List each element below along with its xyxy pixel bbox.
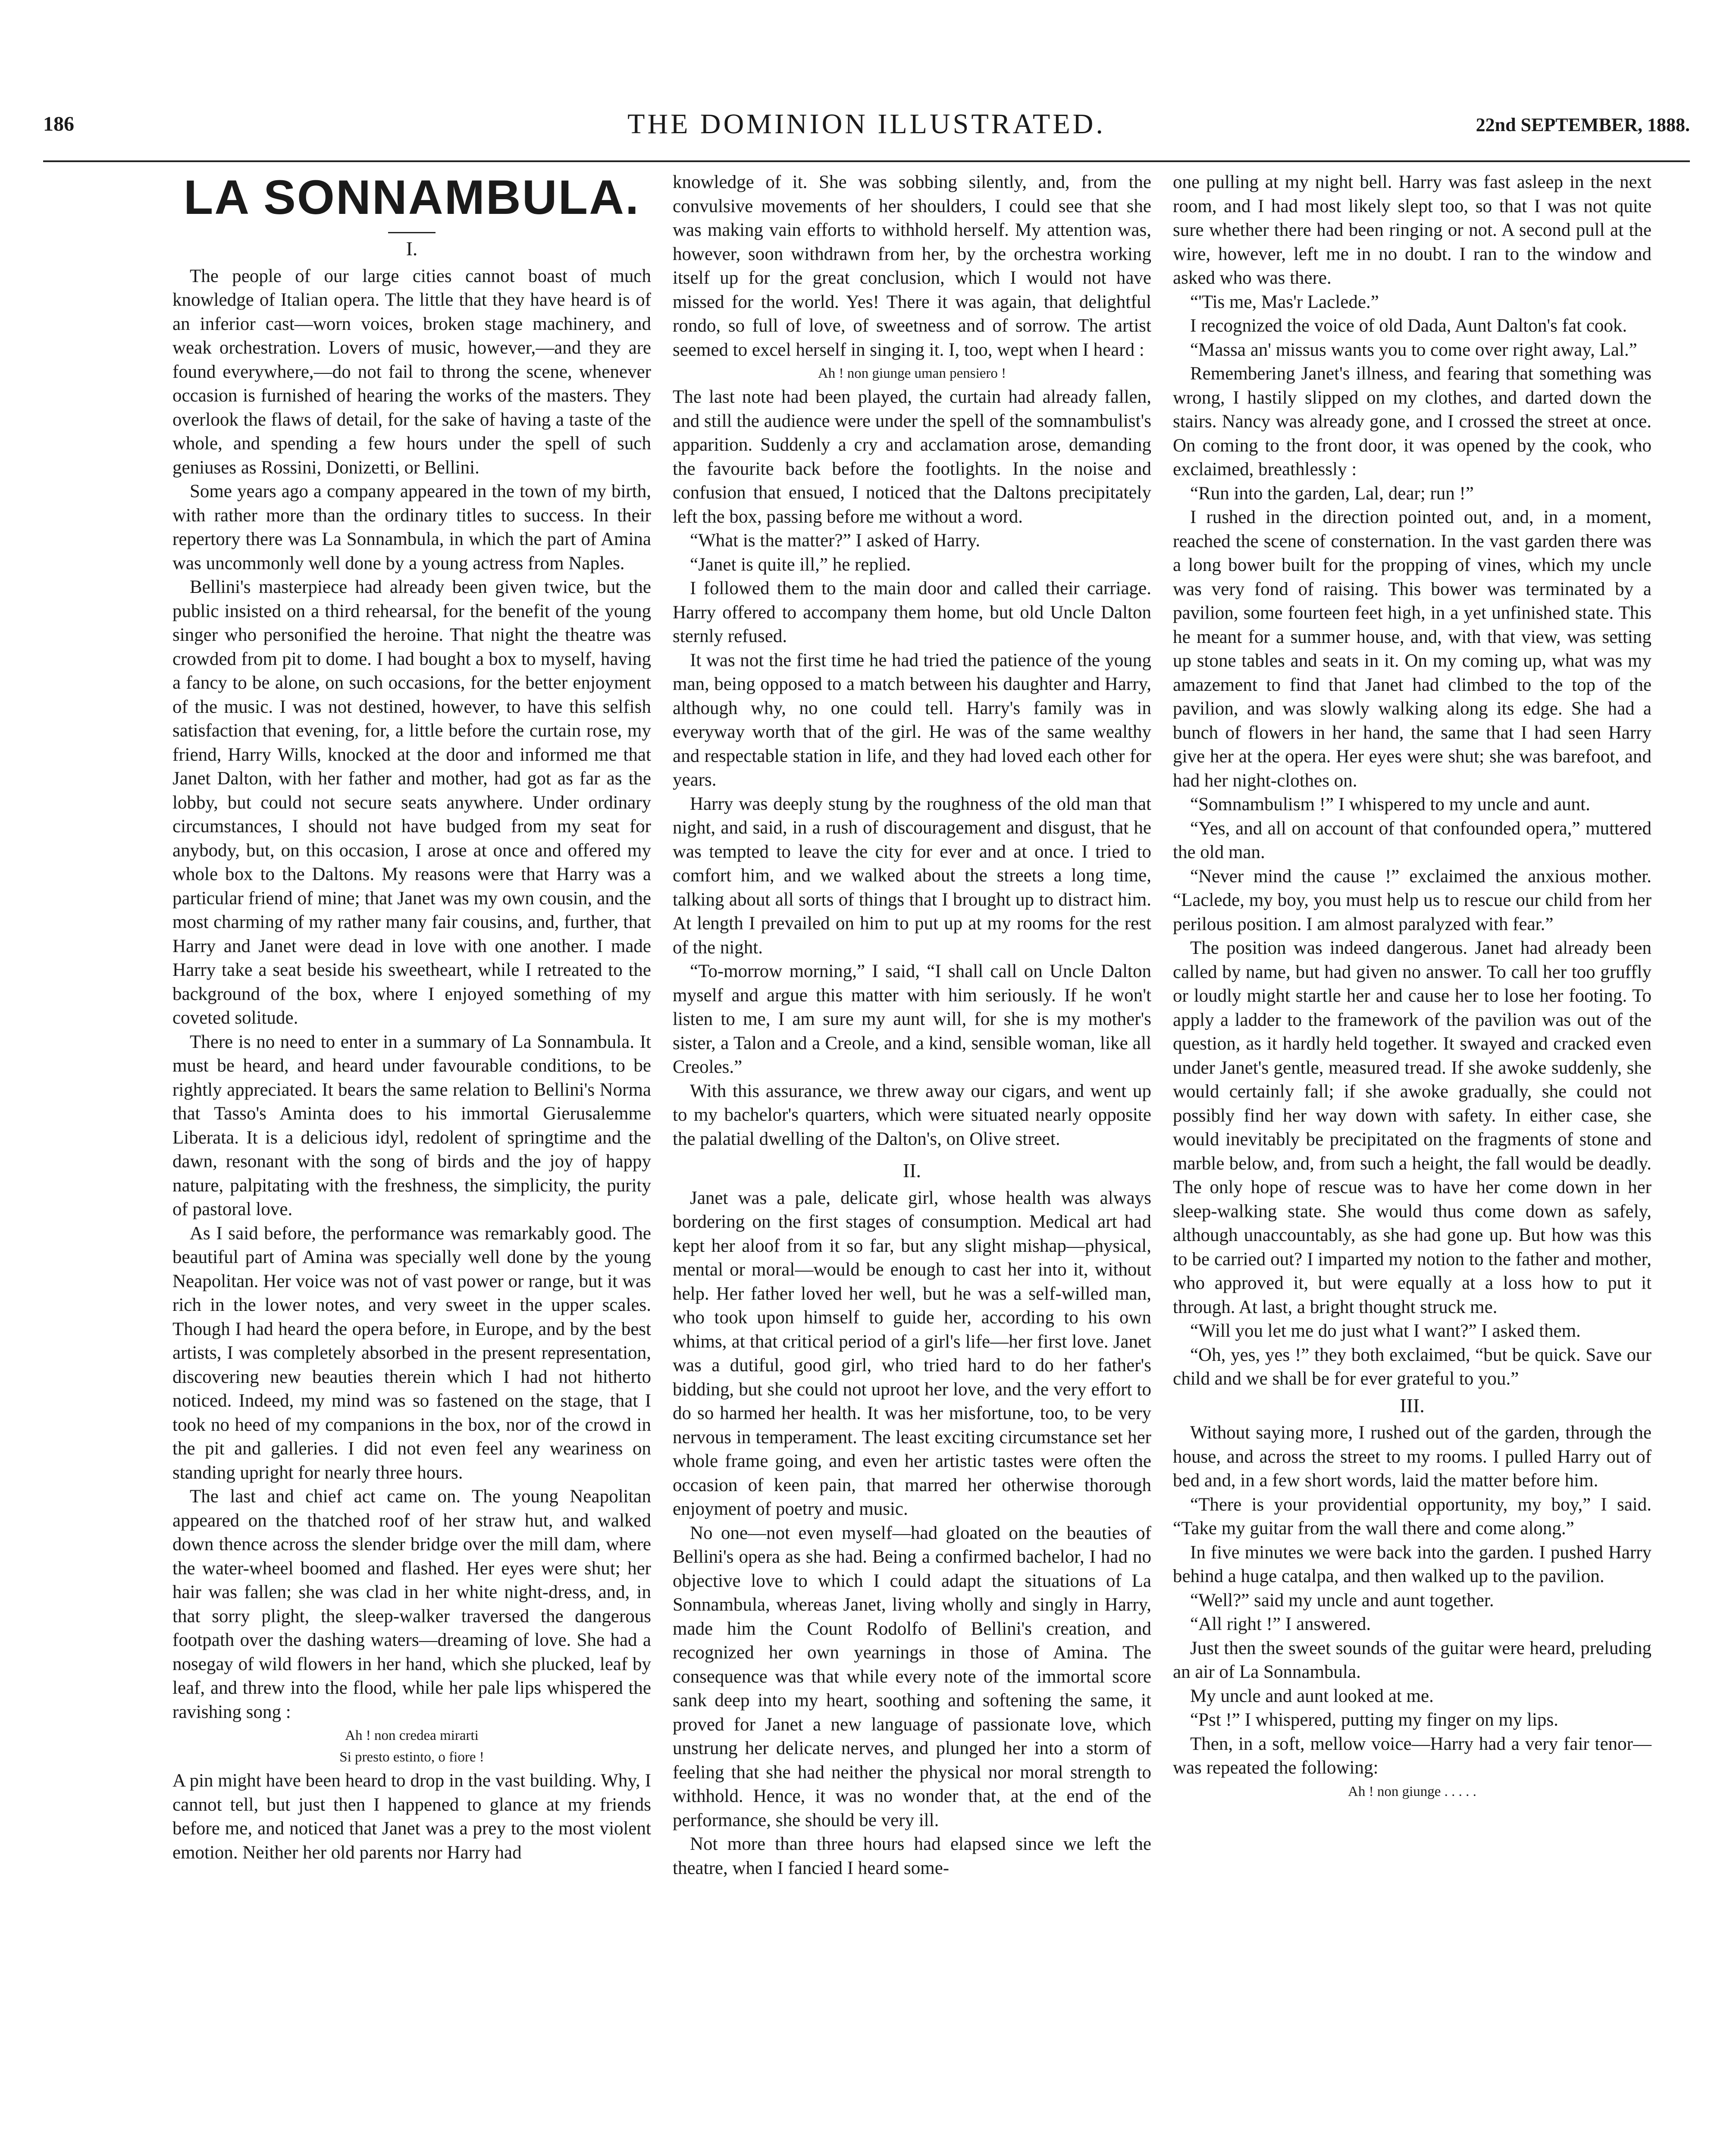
paragraph: “Never mind the cause !” exclaimed the anxious mother. “Laclede, my boy, you must help us to rescue our child from her perilous position. I am almost paralyzed with fear.” bbox=[1173, 866, 1652, 934]
paragraph: “There is your providential opportunity, my boy,” I said. “Take my guitar from the wall there and come along.” bbox=[1173, 1494, 1652, 1539]
verse-line: Ah ! non giunge uman pensiero ! bbox=[818, 366, 1006, 381]
paragraph: Bellini's masterpiece had already been given twice, but the public insisted on a third rehearsal, for the benefit of the young singer who personified the heroine. That night the theatre was crowded from pit to dome. I had bought a box to myself, having a fancy to be alone, on such occasions, for the better enjoyment of the music. I was not destined, however, to have this selfish satisfaction that evening, for, a little before the curtain rose, my friend, Harry Wills, knocked at the door and informed me that Janet Dalton, with her father and mother, had got as far as the lobby, but could not secure seats anywhere. Under ordinary circumstances, I should not have budged from my seat for anybody, but, on this occasion, I arose at once and offered my whole box to the Daltons. My reasons were that Harry was a particular friend of mine; that Janet was my own cousin, and the most charming of my rather many fair cousins, and, further, that Harry and Janet were dead in love with one another. I made Harry take a seat beside his sweetheart, while I retreated to the background of the box, where I enjoyed something of my coveted solitude. bbox=[172, 577, 651, 1028]
paragraph: Not more than three hours had elapsed since we left the theatre, when I fancied I heard some- bbox=[673, 1834, 1151, 1878]
paragraph: “What is the matter?” I asked of Harry. bbox=[690, 530, 980, 551]
paragraph: Janet was a pale, delicate girl, whose health was always bordering on the first stages of consumption. Medical art had kept her aloof from it so far, but any slight mishap—physical, mental or moral—would be enough to cast her into it, without help. Her father loved her well, but he was a self-willed man, who took upon himself to guide her, according to his own whims, at that critical period of a girl's life—her first love. Janet was a dutiful, good girl, who tried hard to do her father's bidding, but she could not uproot her love, and the very effort to do so harmed her health. It was her misfortune, too, to be very nervous in temperament. The least exciting circumstance set her whole frame going, and even her artistic tastes were often the occasion of keen pain, that marred her otherwise thorough enjoyment of poetry and music. bbox=[673, 1188, 1151, 1519]
paragraph: With this assurance, we threw away our cigars, and went up to my bachelor's quarters, which were situated nearly opposite the palatial dwelling of the Dalton's, on Olive street. bbox=[673, 1081, 1151, 1149]
paragraph: The last and chief act came on. The young Neapolitan appeared on the thatched roof of her straw hut, and walked down thence across the slender bridge over the mill dam, where the water-wheel boomed and flashed. Her eyes were shut; her hair was fallen; she was clad in her white night-dress, and, in that sorry plight, the sleep-walker traversed the dangerous footpath over the dashing waters—dreaming of love. She had a nosegay of wild flowers in her hand, which she plucked, leaf by leaf, and threw into the flood, while her pale lips whispered the ravishing song : bbox=[172, 1486, 651, 1722]
paragraph: Harry was deeply stung by the roughness of the old man that night, and said, in a rush of discouragement and disgust, that he was tempted to leave the city for ever and at once. I tried to comfort him, and we walked about the streets a long time, talking about all sorts of things that I brought up to distract him. At length I prevailed on him to put up at my rooms for the rest of the night. bbox=[673, 793, 1151, 958]
column-2 bbox=[673, 170, 1151, 1880]
page-number: 186 bbox=[43, 113, 74, 135]
page-header bbox=[43, 108, 1690, 155]
paragraph: As I said before, the performance was remarkably good. The beautiful part of Amina was specially well done by the young Neapolitan. Her voice was not of vast power or range, but it was rich in the lower notes, and very sweet in the upper scales. Though I had heard the opera before, in Europe, and by the best artists, I was completely absorbed in the present representation, discovering new beauties therein which I had not hitherto noticed. Indeed, my mind was so fastened on the stage, that I took no heed of my companions in the box, nor of the crowd in the pit and galleries. I did not even feel any weariness on standing upright for nearly three hours. bbox=[172, 1223, 651, 1483]
column-3 bbox=[1173, 170, 1652, 1803]
paragraph: Without saying more, I rushed out of the garden, through the house, and across the street to my rooms. I pulled Harry out of bed and, in a few short words, laid the matter before him. bbox=[1173, 1423, 1652, 1491]
paragraph: Then, in a soft, mellow voice—Harry had a very fair tenor—was repeated the following: bbox=[1173, 1733, 1652, 1778]
verse-line: Si presto estinto, o fiore ! bbox=[339, 1749, 484, 1765]
paragraph: It was not the first time he had tried the patience of the young man, being opposed to a match between his daughter and Harry, although why, no one could tell. Harry's family was in everyway worth that of the girl. He was of the same wealthy and respectable station in life, and they had loved each other for years. bbox=[673, 650, 1151, 790]
paragraph: I recognized the voice of old Dada, Aunt Dalton's fat cook. bbox=[1190, 316, 1627, 336]
section-heading: II. bbox=[903, 1159, 921, 1181]
paragraph: “Pst !” I whispered, putting my finger on my lips. bbox=[1190, 1710, 1558, 1730]
paragraph: A pin might have been heard to drop in the vast building. Why, I cannot tell, but just then I happened to glance at my friends before me, and noticed that Janet was a prey to the most violent emotion. Neither her old parents nor Harry had bbox=[172, 1771, 651, 1863]
article-title: LA SONNAMBULA. bbox=[183, 170, 640, 224]
paragraph: “Janet is quite ill,” he replied. bbox=[690, 554, 911, 575]
paragraph: In five minutes we were back into the garden. I pushed Harry behind a huge catalpa, and then walked up to the pavilion. bbox=[1173, 1542, 1652, 1586]
paragraph: “'Tis me, Mas'r Laclede.” bbox=[1190, 291, 1379, 312]
masthead: THE DOMINION ILLUSTRATED. bbox=[627, 108, 1106, 140]
paragraph: My uncle and aunt looked at me. bbox=[1190, 1686, 1434, 1706]
paragraph: I followed them to the main door and called their carriage. Harry offered to accompany them home, but old Uncle Dalton sternly refused. bbox=[673, 578, 1151, 646]
paragraph: No one—not even myself—had gloated on the beauties of Bellini's opera as she had. Being a confirmed bachelor, I had no objective love to which I could adapt the situations of La Sonnambula, whereas Janet, living wholly and singly in Harry, made him the Count Rodolfo of Bellini's creation, and recognized her own yearnings in those of Amina. The consequence was that while every note of the immortal score sank deep into my heart, soothing and softening the same, it proved for Janet a new language of passionate love, which unstrung her delicate nerves, and plunged her into a storm of feeling that she had neither the physical nor moral strength to withhold. Hence, it was no wonder that, at the end of the performance, she should be very ill. bbox=[673, 1523, 1151, 1830]
paragraph: The position was indeed dangerous. Janet had already been called by name, but had given no answer. To call her too gruffly or loudly might startle her and cause her to lose her footing. To apply a ladder to the framework of the pavilion was out of the question, as it hardly held together. It swayed and cracked even under Janet's gentle, measured tread. If she awoke suddenly, she would certainly fall; if she awoke gradually, she could not possibly find her way down with safety. In either case, she would inevitably be precipitated on the fragments of stone and marble below, and, from such a height, the fall would be deadly. The only hope of rescue was to have her come down in her sleep-walking state. She would thus come down as safely, although unaccountably, as she had gone up. But how was this to be carried out? I imparted my notion to the father and mother, who approved it, but were equally at a loss how to put it through. At last, a bright thought struck me. bbox=[1173, 938, 1652, 1317]
paragraph: “Well?” said my uncle and aunt together. bbox=[1190, 1590, 1494, 1611]
paragraph: “Will you let me do just what I want?” I asked them. bbox=[1190, 1321, 1581, 1341]
verse-line: Ah ! non credea mirarti bbox=[345, 1728, 479, 1743]
paragraph: I rushed in the direction pointed out, and, in a moment, reached the scene of consternation. In the vast garden there was a long bower built for the propping of vines, which my uncle was very fond of raising. This bower was terminated by a pavilion, some fourteen feet high, in a yet unfinished state. This he meant for a summer house, and, with that view, was setting up stone tables and seats in it. On my coming up, what was my amazement to find that Janet had climbed to the top of the pavilion, and was slowly walking along its edge. She had a bunch of flowers in her hand, the same that I had seen Harry give her at the opera. Her eyes were shut; she was barefoot, and had her night-clothes on. bbox=[1173, 507, 1652, 791]
paragraph: Just then the sweet sounds of the guitar were heard, preluding an air of La Sonnambula. bbox=[1173, 1638, 1652, 1682]
paragraph: “Somnambulism !” I whispered to my uncle and aunt. bbox=[1190, 794, 1590, 815]
paragraph: “Oh, yes, yes !” they both exclaimed, “but be quick. Save our child and we shall be for ever grateful to you.” bbox=[1173, 1344, 1652, 1389]
header-rule bbox=[43, 160, 1690, 162]
paragraph: one pulling at my night bell. Harry was fast asleep in the next room, and I had most likely slept too, so that I was not quite sure whether there had been ringing or not. A second pull at the wire, however, left me in no doubt. I ran to the window and asked who was there. bbox=[1173, 172, 1652, 288]
paragraph: “Massa an' missus wants you to come over right away, Lal.” bbox=[1190, 339, 1637, 360]
title-divider bbox=[388, 232, 436, 233]
paragraph: “To-morrow morning,” I said, “I shall call on Uncle Dalton myself and argue this matter with him seriously. If he won't listen to me, I am sure my aunt will, for she is my mother's sister, a Talon and a Creole, and a kind, sensible woman, like all Creoles.” bbox=[673, 961, 1151, 1077]
paragraph: “All right !” I answered. bbox=[1190, 1614, 1371, 1634]
paragraph: “Run into the garden, Lal, dear; run !” bbox=[1190, 483, 1474, 504]
section-heading: III. bbox=[1400, 1394, 1425, 1416]
paragraph: The people of our large cities cannot boast of much knowledge of Italian opera. The little that they have heard is of an inferior cast—worn voices, broken stage machinery, and weak orchestration. Lovers of music, however,—and they are found everywhere,—do not fail to throng the scene, whenever occasion is furnished of hearing the works of the masters. They overlook the flaws of detail, for the sake of having a taste of the whole, and spending a few hours under the spell of such geniuses as Rossini, Donizetti, or Bellini. bbox=[172, 266, 651, 478]
paragraph: knowledge of it. She was sobbing silently, and, from the convulsive movements of her shoulders, I could see that she was making vain efforts to withhold herself. My attention was, however, soon withdrawn from her, by the orchestra working itself up for the great conclusion, which I would not have missed for the world. Yes! There it was again, that delightful rondo, so full of love, of sweetness and of sorrow. The artist seemed to excel herself in singing it. I, too, wept when I heard : bbox=[673, 172, 1151, 360]
paragraph: Some years ago a company appeared in the town of my birth, with rather more than the ordinary titles to success. In their repertory there was La Sonnambula, in which the part of Amina was uncommonly well done by a young actress from Naples. bbox=[172, 481, 651, 573]
paragraph: The last note had been played, the curtain had already fallen, and still the audience were under the spell of the somnambulist's apparition. Suddenly a cry and acclamation arose, demanding the favourite back before the footlights. In the noise and confusion that ensued, I noticed that the Daltons precipitately left the box, passing before me without a word. bbox=[673, 387, 1151, 527]
paragraph: Remembering Janet's illness, and fearing that something was wrong, I hastily slipped on my clothes, and darted down the stairs. Nancy was already gone, and I crossed the street at once. On coming to the front door, it was opened by the cook, who exclaimed, breathlessly : bbox=[1173, 364, 1652, 479]
section-heading: I. bbox=[406, 238, 418, 260]
column-1 bbox=[172, 170, 651, 1865]
paragraph: “Yes, and all on account of that confounded opera,” muttered the old man. bbox=[1173, 818, 1652, 862]
paragraph: There is no need to enter in a summary of La Sonnambula. It must be heard, and heard under favourable conditions, to be rightly appreciated. It bears the same relation to Bellini's Norma that Tasso's Aminta does to his immortal Gierusalemme Liberata. It is a delicious idyl, redolent of springtime and the dawn, resonant with the song of birds and the joy of happy nature, palpitating with the freshness, the simplicity, the purity of pastoral love. bbox=[172, 1031, 651, 1219]
issue-date: 22nd SEPTEMBER, 1888. bbox=[1476, 114, 1690, 135]
verse-line: Ah ! non giunge . . . . . bbox=[1348, 1783, 1476, 1799]
